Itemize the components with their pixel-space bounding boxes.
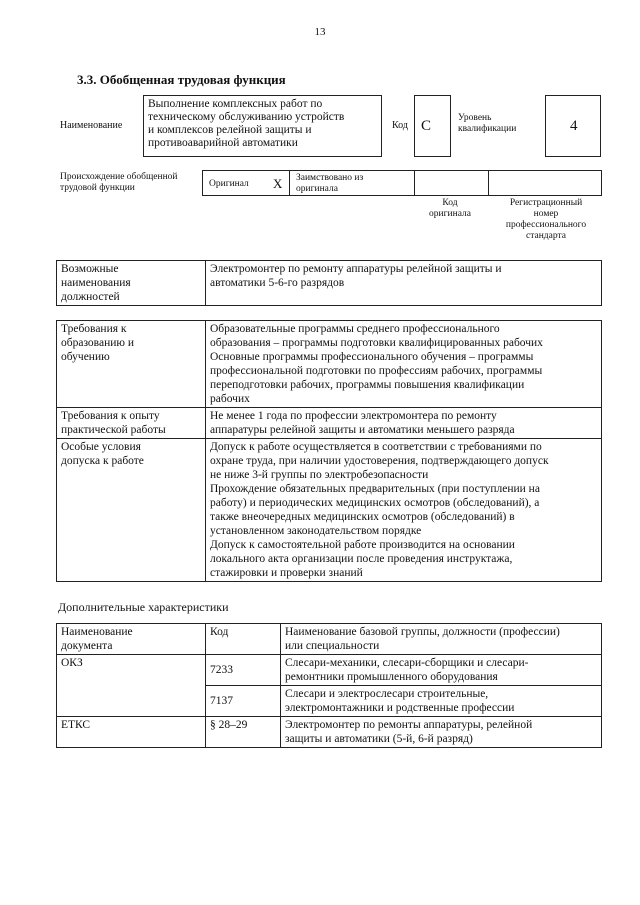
cell-line: практической работы [61,424,166,436]
level-label-line: Уровень [458,113,492,123]
cell-line: Наименование [61,626,133,638]
cell-line: должностей [61,291,120,303]
okz-desc [281,655,602,686]
table-row [57,261,602,306]
function-name [143,95,382,157]
cell-line: Слесари и электрослесари строительные, [285,688,489,700]
cell-line: стажировки и проверки знаний [210,567,363,579]
cell-line: образованию и [61,337,134,349]
cell-line: наименования [61,277,131,289]
origin-label-line: Происхождение обобщенной [60,172,178,182]
positions-label [57,261,206,306]
borrowed-label-line: оригинала [296,184,338,194]
cell-line: профессиональной подготовки по профессиям рабочих, программы [210,365,543,377]
experience-value [206,408,602,439]
experience-label [57,408,206,439]
additional-title: Дополнительные характеристики [58,600,229,614]
section-title: 3.3. Обобщенная трудовая функция [77,72,286,87]
origin-divider [414,171,415,195]
caption-line: стандарта [526,231,566,241]
original-label: Оригинал [209,179,249,189]
cell-line: работу) и периодических медицинских осмотров (обследований), а [210,497,540,509]
admission-label [57,439,206,582]
cell-line: допуска к работе [61,455,144,467]
cell-line: локального акта организации после проведения инструктажа, [210,553,513,565]
page-number: 13 [314,26,326,38]
cell-line: или специальности [285,640,380,652]
original-mark: X [273,176,283,191]
origin-label [60,172,178,194]
cell-line: образования – программы подготовки квалифицированных рабочих [210,337,543,349]
code-value: С [414,95,451,157]
cell-line: Допуск к работе осуществляется в соответствии с требованиями по [210,441,542,453]
cell-line: автоматики 5-6-го разрядов [210,277,345,289]
code-label: Код [392,120,408,131]
etks-label: ЕТКС [57,717,206,748]
caption-line: оригинала [429,209,471,219]
education-label [57,321,206,408]
cell-line: документа [61,640,113,652]
cell-line: Электромонтер по ремонты аппаратуры, релейной [285,719,533,731]
origin-label-line: трудовой функции [60,183,135,193]
table-row [57,321,602,408]
origin-divider [488,171,489,195]
okz-desc [281,686,602,717]
okz-label: ОКЗ [57,655,206,717]
cell-line: ремонтники промышленного оборудования [285,671,498,683]
caption-line: Код [442,198,458,208]
cell-line: не ниже 3-й группы по электробезопасности [210,469,429,481]
cell-line: также внеочередных медицинских осмотров (обследований) в [210,511,515,523]
table-row [57,624,602,655]
table-row [57,439,602,582]
borrowed-label-line: Заимствовано из [296,173,364,183]
additional-table [56,623,602,748]
cell-line: Основные программы профессионального обучения – программы [210,351,534,363]
education-value [206,321,602,408]
cell-line: Требования к [61,323,127,335]
origin-divider [289,171,290,195]
cell-line: Не менее 1 года по профессии электромонтера по ремонту [210,410,497,422]
positions-table [56,260,602,306]
cell-line: охране труда, при наличии удостоверения, подтверждающего допуск [210,455,549,467]
head-code: Код [206,624,281,655]
code-original-caption [412,198,488,220]
cell-line: защиты и автоматики (5-й, 6-й разряд) [285,733,473,745]
admission-value [206,439,602,582]
caption-line: номер [533,209,559,219]
etks-desc [281,717,602,748]
cell-line: установленном законодательством порядке [210,525,422,537]
borrowed-label [296,173,363,195]
cell-line: электромонтажники и родственные профессии [285,702,515,714]
cell-line: Допуск к самостоятельной работе производится на основании [210,539,515,551]
table-row [57,717,602,748]
function-name-line: Выполнение комплексных работ по [148,98,323,110]
caption-line: профессионального [505,220,587,230]
cell-line: Наименование базовой группы, должности (профессии) [285,626,560,638]
etks-code: § 28–29 [206,717,281,748]
cell-line: рабочих [210,393,250,405]
cell-line: аппаратуры релейной защиты и автоматики меньшего разряда [210,424,515,436]
table-row [57,408,602,439]
level-label-line: квалификации [458,124,517,134]
name-label: Наименование [60,120,123,131]
cell-line: Прохождение обязательных предварительных (при поступлении на [210,483,540,495]
level-label [458,113,516,135]
table-row [57,655,602,686]
function-name-line: противоаварийной автоматики [148,137,298,149]
function-name-line: и комплексов релейной защиты и [148,124,312,136]
function-name-line: техническому обслуживанию устройств [148,111,345,123]
cell-line: Слесари-механики, слесари-сборщики и слесари- [285,657,529,669]
cell-line: Возможные [61,263,119,275]
cell-line: Электромонтер по ремонту аппаратуры релейной защиты и [210,263,502,275]
cell-line: обучению [61,351,110,363]
head-doc [57,624,206,655]
head-desc [281,624,602,655]
origin-table [202,170,602,196]
cell-line: Образовательные программы среднего профессионального [210,323,500,335]
okz-code: 7137 [206,686,281,717]
requirements-table [56,320,602,582]
okz-code: 7233 [206,655,281,686]
cell-line: переподготовки рабочих, программы повышения квалификации [210,379,525,391]
caption-line: Регистрационный [509,198,583,208]
positions-value [206,261,602,306]
level-value: 4 [545,95,601,157]
cell-line: Требования к опыту [61,410,160,422]
cell-line: Особые условия [61,441,141,453]
reg-number-caption [490,198,602,242]
